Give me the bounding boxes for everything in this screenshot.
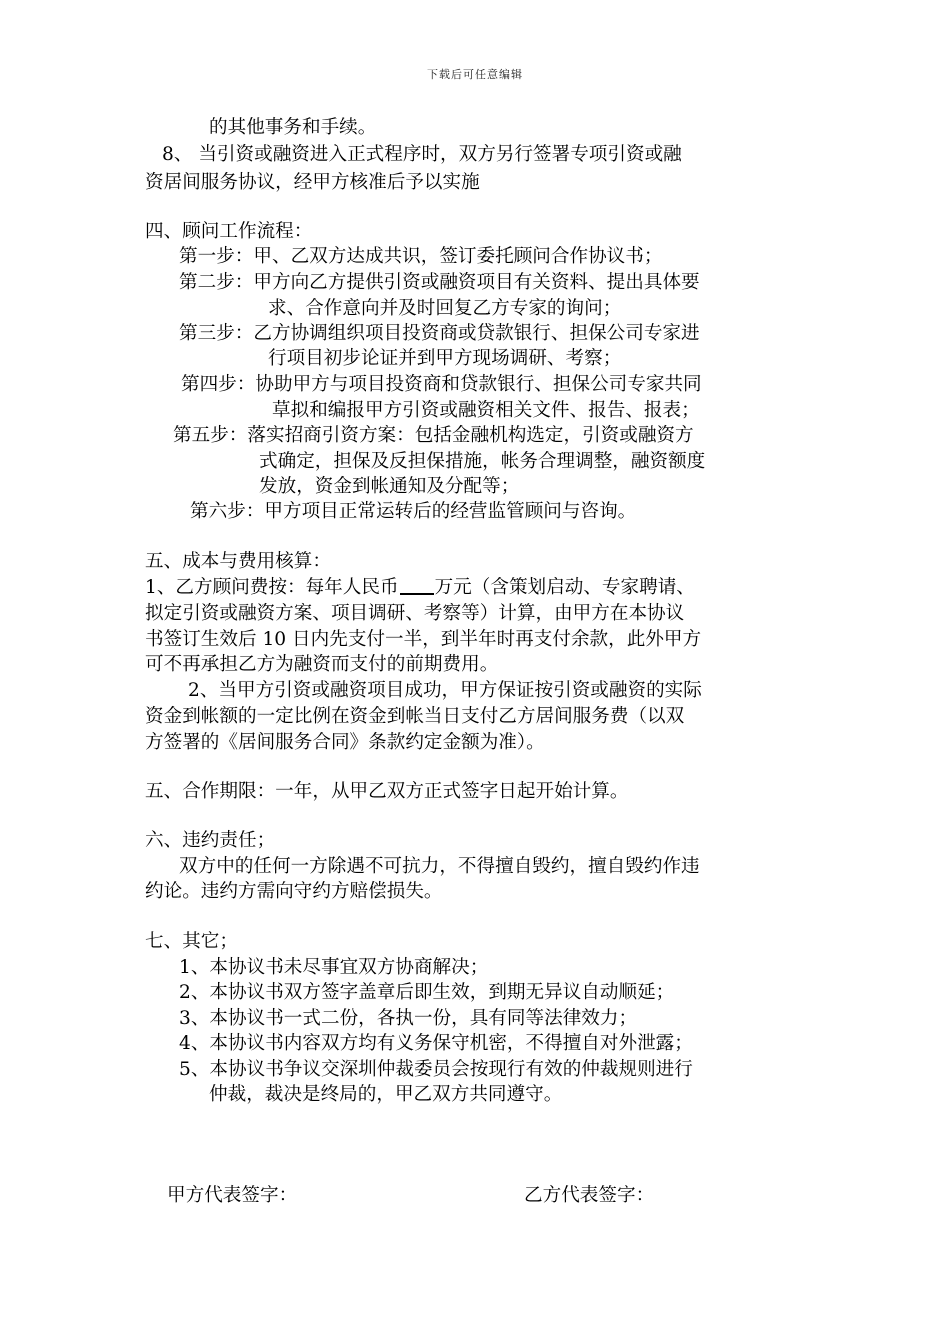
step-line: 第三步：乙方协调组织项目投资商或贷款银行、担保公司专家进 [179, 323, 700, 344]
fee-text-end: 万元（含策划启动、专家聘请、 [434, 577, 695, 598]
page-header: 下载后可任意编辑 [427, 68, 523, 81]
text-line: 可不再承担乙方为融资而支付的前期费用。 [145, 654, 499, 675]
fee-text-start: 1、乙方顾问费按：每年人民币 [145, 577, 399, 598]
list-item: 2、本协议书双方签字盖章后即生效，到期无异议自动顺延； [179, 982, 675, 1003]
section-heading: 五、合作期限：一年，从甲乙双方正式签字日起开始计算。 [145, 781, 629, 802]
clause-8-line: 8、 当引资或融资进入正式程序时，双方另行签署专项引资或融 [162, 144, 682, 165]
list-item-continuation: 仲裁，裁决是终局的，甲乙双方共同遵守。 [209, 1084, 563, 1105]
party-a-signature-label: 甲方代表签字： [167, 1185, 298, 1206]
section-heading: 五、成本与费用核算： [145, 551, 331, 572]
text-line: 方签署的《居间服务合同》条款约定金额为准）。 [145, 732, 545, 753]
text-line: 双方中的任何一方除遇不可抗力，不得擅自毁约，擅自毁约作违 [179, 856, 700, 877]
list-item: 5、本协议书争议交深圳仲裁委员会按现行有效的仲裁规则进行 [179, 1059, 693, 1080]
amount-blank [400, 576, 434, 595]
section-heading: 七、其它； [145, 931, 238, 952]
step-continuation: 草拟和编报甲方引资或融资相关文件、报告、报表； [272, 400, 700, 421]
list-item: 4、本协议书内容双方均有义务保守机密，不得擅自对外泄露； [179, 1033, 693, 1054]
step-line: 第四步：协助甲方与项目投资商和贷款银行、担保公司专家共同 [181, 374, 702, 395]
section-heading: 四、顾问工作流程： [145, 221, 313, 242]
text-line: 书签订生效后 10 日内先支付一半，到半年时再支付余款，此外甲方 [145, 629, 702, 650]
step-line: 第五步：落实招商引资方案：包括金融机构选定，引资或融资方 [173, 425, 694, 446]
party-b-signature-label: 乙方代表签字： [524, 1185, 655, 1206]
list-item: 1、本协议书未尽事宜双方协商解决； [179, 957, 489, 978]
step-line: 第六步：甲方项目正常运转后的经营监管顾问与咨询。 [190, 501, 637, 522]
step-continuation: 求、合作意向并及时回复乙方专家的询问； [268, 298, 622, 319]
step-continuation: 发放，资金到帐通知及分配等； [259, 476, 520, 497]
text-line: 2、当甲方引资或融资项目成功，甲方保证按引资或融资的实际 [188, 680, 702, 701]
text-line: 的其他事务和手续。 [209, 117, 377, 138]
text-line: 拟定引资或融资方案、项目调研、考察等）计算，由甲方在本协议 [145, 603, 685, 624]
step-continuation: 式确定，担保及反担保措施，帐务合理调整，融资额度 [259, 451, 706, 472]
fee-line [145, 576, 695, 600]
section-heading: 六、违约责任； [145, 830, 276, 851]
text-line: 约论。违约方需向守约方赔偿损失。 [145, 881, 443, 902]
step-line: 第一步：甲、乙双方达成共识，签订委托顾问合作协议书； [179, 246, 663, 267]
step-line: 第二步：甲方向乙方提供引资或融资项目有关资料、提出具体要 [179, 272, 700, 293]
step-continuation: 行项目初步论证并到甲方现场调研、考察； [268, 348, 622, 369]
text-line: 资金到帐额的一定比例在资金到帐当日支付乙方居间服务费（以双 [145, 706, 685, 727]
list-item: 3、本协议书一式二份，各执一份，具有同等法律效力； [179, 1008, 638, 1029]
text-line: 资居间服务协议，经甲方核准后予以实施 [145, 172, 480, 193]
